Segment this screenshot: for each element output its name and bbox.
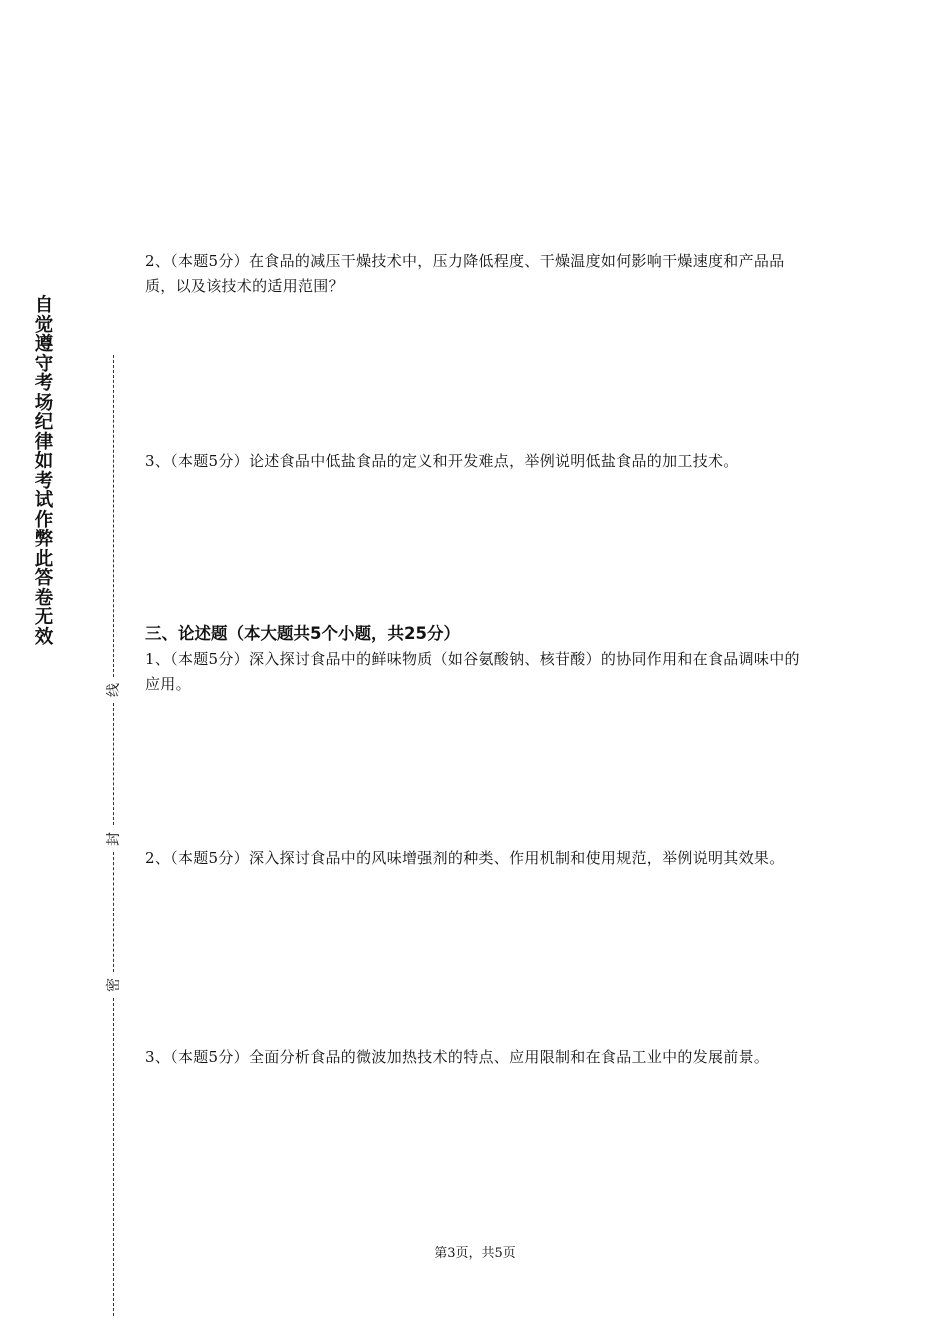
binding-label-line: 线	[106, 683, 122, 697]
binding-dashed-line	[113, 852, 114, 972]
question-2-vacuum-drying: 2、（本题5分）在食品的减压干燥技术中，压力降低程度、干燥温度如何影响干燥速度和产品品质，以及该技术的适用范围？	[145, 252, 785, 295]
binding-label-secret: 密	[106, 978, 122, 992]
essay-question-2: 2、（本题5分）深入探讨食品中的风味增强剂的种类、作用机制和使用规范，举例说明其效果。	[145, 849, 785, 867]
page-number: 第3页，共5页	[434, 1246, 516, 1261]
essay-question-1: 1、（本题5分）深入探讨食品中的鲜味物质（如谷氨酸钠、核苷酸）的协同作用和在食品调味中的应用。	[145, 650, 800, 693]
binding-label-seal: 封	[106, 832, 122, 846]
binding-dashed-line	[113, 355, 114, 677]
section-title-essay: 三、论述题（本大题共5个小题，共25分）	[145, 624, 460, 643]
essay-question-3: 3、（本题5分）全面分析食品的微波加热技术的特点、应用限制和在食品工业中的发展前景。	[145, 1048, 770, 1066]
binding-dashed-line	[113, 998, 114, 1316]
binding-dashed-line	[113, 703, 114, 825]
exam-discipline-warning: 自觉遵守考场纪律如考试作弊此答卷无效	[34, 295, 54, 648]
question-3-low-salt-food: 3、（本题5分）论述食品中低盐食品的定义和开发难点，举例说明低盐食品的加工技术。	[145, 452, 739, 470]
